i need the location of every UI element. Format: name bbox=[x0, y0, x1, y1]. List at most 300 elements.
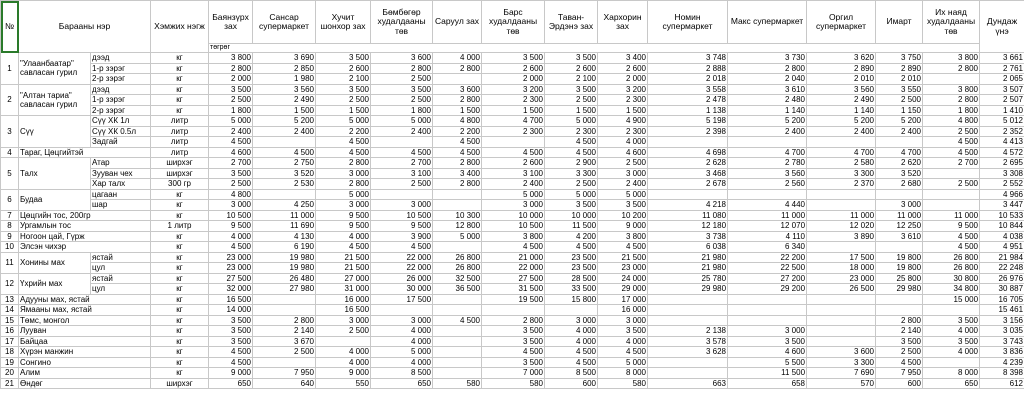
price-cell[interactable]: 26 800 bbox=[923, 252, 980, 263]
price-cell[interactable]: 7 950 bbox=[253, 368, 316, 379]
price-cell[interactable]: 2 370 bbox=[807, 179, 876, 190]
price-cell[interactable] bbox=[316, 336, 371, 347]
price-cell[interactable]: 2 800 bbox=[923, 95, 980, 106]
average-price-cell[interactable]: 4 966 bbox=[980, 189, 1024, 200]
price-cell[interactable] bbox=[728, 294, 807, 305]
price-cell[interactable]: 26 800 bbox=[923, 263, 980, 274]
price-cell[interactable]: 2 750 bbox=[253, 158, 316, 169]
unit-cell[interactable]: 1 литр bbox=[151, 221, 209, 232]
price-cell[interactable]: 3 500 bbox=[316, 84, 371, 95]
price-cell[interactable]: 4 218 bbox=[648, 200, 728, 211]
product-variant-cell[interactable]: цул bbox=[91, 284, 151, 295]
price-cell[interactable]: 31 000 bbox=[316, 284, 371, 295]
price-cell[interactable] bbox=[728, 189, 807, 200]
price-cell[interactable]: 5 000 bbox=[545, 116, 598, 127]
unit-cell[interactable]: кг bbox=[151, 273, 209, 284]
price-cell[interactable]: 3 000 bbox=[545, 315, 598, 326]
price-cell[interactable]: 19 980 bbox=[253, 252, 316, 263]
product-variant-cell[interactable]: Сүү ХК 1л bbox=[91, 116, 151, 127]
price-cell[interactable]: 4 500 bbox=[545, 242, 598, 253]
price-cell[interactable]: 22 000 bbox=[371, 263, 433, 274]
empty-cell[interactable] bbox=[433, 44, 482, 53]
price-cell[interactable]: 2 300 bbox=[598, 95, 648, 106]
average-price-cell[interactable]: 1 410 bbox=[980, 105, 1024, 116]
price-cell[interactable] bbox=[433, 305, 482, 316]
unit-cell[interactable]: кг bbox=[151, 53, 209, 64]
price-cell[interactable]: 4 500 bbox=[253, 147, 316, 158]
price-cell[interactable]: 27 000 bbox=[316, 273, 371, 284]
unit-cell[interactable]: кг bbox=[151, 95, 209, 106]
price-cell[interactable]: 3 500 bbox=[923, 336, 980, 347]
price-cell[interactable]: 3 500 bbox=[598, 326, 648, 337]
price-cell[interactable]: 3 560 bbox=[807, 84, 876, 95]
price-cell[interactable]: 1 980 bbox=[253, 74, 316, 85]
price-cell[interactable]: 3 610 bbox=[728, 84, 807, 95]
price-cell[interactable]: 1 140 bbox=[807, 105, 876, 116]
price-cell[interactable] bbox=[253, 305, 316, 316]
price-cell[interactable]: 11 000 bbox=[876, 210, 923, 221]
price-cell[interactable]: 2 800 bbox=[316, 158, 371, 169]
price-cell[interactable] bbox=[433, 368, 482, 379]
header-store[interactable]: Макс супермаркет bbox=[728, 1, 807, 44]
price-cell[interactable]: 5 000 bbox=[316, 116, 371, 127]
price-cell[interactable]: 3 000 bbox=[316, 315, 371, 326]
price-cell[interactable]: 9 000 bbox=[598, 221, 648, 232]
price-cell[interactable]: 4 500 bbox=[598, 242, 648, 253]
header-no[interactable]: № bbox=[1, 1, 19, 53]
price-cell[interactable]: 2 850 bbox=[253, 63, 316, 74]
unit-cell[interactable]: кг bbox=[151, 357, 209, 368]
price-cell[interactable]: 2 800 bbox=[923, 63, 980, 74]
price-cell[interactable] bbox=[648, 294, 728, 305]
price-cell[interactable]: 4 500 bbox=[545, 137, 598, 148]
price-cell[interactable]: 4 200 bbox=[545, 231, 598, 242]
price-cell[interactable]: 22 500 bbox=[728, 263, 807, 274]
price-cell[interactable]: 4 500 bbox=[209, 357, 253, 368]
product-name-cell[interactable]: Алим bbox=[19, 368, 151, 379]
price-cell[interactable]: 4 900 bbox=[598, 116, 648, 127]
price-cell[interactable]: 1 500 bbox=[316, 105, 371, 116]
price-cell[interactable]: 11 500 bbox=[545, 221, 598, 232]
price-cell[interactable] bbox=[648, 137, 728, 148]
price-cell[interactable] bbox=[482, 305, 545, 316]
price-cell[interactable]: 4 600 bbox=[209, 147, 253, 158]
price-cell[interactable]: 3 000 bbox=[728, 326, 807, 337]
price-cell[interactable]: 12 180 bbox=[648, 221, 728, 232]
price-cell[interactable]: 3 000 bbox=[371, 200, 433, 211]
price-cell[interactable]: 22 200 bbox=[728, 252, 807, 263]
price-cell[interactable] bbox=[433, 74, 482, 85]
price-cell[interactable] bbox=[923, 168, 980, 179]
average-price-cell[interactable]: 16 705 bbox=[980, 294, 1024, 305]
price-cell[interactable]: 2 400 bbox=[598, 179, 648, 190]
price-cell[interactable]: 658 bbox=[728, 378, 807, 389]
product-name-cell[interactable]: Ногоон цай, Гүрж bbox=[19, 231, 151, 242]
unit-cell[interactable]: литр bbox=[151, 116, 209, 127]
average-price-cell[interactable]: 4 038 bbox=[980, 231, 1024, 242]
price-cell[interactable] bbox=[433, 242, 482, 253]
product-name-cell[interactable]: "Улаанбаатар" савласан гурил bbox=[19, 53, 91, 85]
price-cell[interactable]: 2 888 bbox=[648, 63, 728, 74]
unit-cell[interactable]: кг bbox=[151, 294, 209, 305]
price-cell[interactable]: 3 628 bbox=[648, 347, 728, 358]
price-cell[interactable]: 10 500 bbox=[371, 210, 433, 221]
price-cell[interactable]: 4 500 bbox=[923, 147, 980, 158]
price-cell[interactable]: 7 690 bbox=[807, 368, 876, 379]
price-cell[interactable]: 4 500 bbox=[316, 242, 371, 253]
price-cell[interactable] bbox=[807, 326, 876, 337]
price-cell[interactable]: 4 110 bbox=[728, 231, 807, 242]
price-cell[interactable]: 4 000 bbox=[371, 357, 433, 368]
price-cell[interactable]: 16 500 bbox=[316, 305, 371, 316]
product-name-cell[interactable]: Төмс, монгол bbox=[19, 315, 151, 326]
price-cell[interactable]: 19 800 bbox=[876, 263, 923, 274]
price-cell[interactable]: 26 800 bbox=[433, 263, 482, 274]
average-price-cell[interactable]: 3 507 bbox=[980, 84, 1024, 95]
product-variant-cell[interactable]: 1-р зэрэг bbox=[91, 63, 151, 74]
price-cell[interactable] bbox=[876, 294, 923, 305]
product-variant-cell[interactable]: 2-р зэрэг bbox=[91, 105, 151, 116]
price-cell[interactable]: 2 500 bbox=[253, 347, 316, 358]
price-cell[interactable]: 7 950 bbox=[876, 368, 923, 379]
price-cell[interactable] bbox=[876, 137, 923, 148]
price-cell[interactable]: 33 500 bbox=[545, 284, 598, 295]
price-cell[interactable]: 2 400 bbox=[876, 126, 923, 137]
price-cell[interactable]: 2 500 bbox=[209, 95, 253, 106]
price-cell[interactable]: 2 100 bbox=[316, 74, 371, 85]
empty-cell[interactable] bbox=[648, 44, 728, 53]
average-price-cell[interactable]: 8 398 bbox=[980, 368, 1024, 379]
price-cell[interactable]: 4 130 bbox=[253, 231, 316, 242]
header-store[interactable]: Хучит шонхор зах bbox=[316, 1, 371, 44]
price-cell[interactable]: 11 000 bbox=[807, 210, 876, 221]
price-cell[interactable]: 5 000 bbox=[598, 357, 648, 368]
price-cell[interactable]: 5 000 bbox=[598, 189, 648, 200]
price-cell[interactable]: 1 800 bbox=[371, 105, 433, 116]
average-price-cell[interactable]: 4 951 bbox=[980, 242, 1024, 253]
price-cell[interactable] bbox=[728, 137, 807, 148]
row-number-cell[interactable]: 12 bbox=[1, 273, 19, 294]
product-variant-cell[interactable]: Хар талх bbox=[91, 179, 151, 190]
price-cell[interactable]: 36 500 bbox=[433, 284, 482, 295]
price-cell[interactable]: 2 200 bbox=[433, 126, 482, 137]
price-cell[interactable]: 29 000 bbox=[598, 284, 648, 295]
price-cell[interactable]: 4 500 bbox=[923, 137, 980, 148]
price-cell[interactable]: 3 600 bbox=[433, 84, 482, 95]
row-number-cell[interactable]: 7 bbox=[1, 210, 19, 221]
price-cell[interactable]: 21 500 bbox=[316, 263, 371, 274]
row-number-cell[interactable]: 10 bbox=[1, 242, 19, 253]
price-cell[interactable]: 650 bbox=[209, 378, 253, 389]
price-cell[interactable]: 25 800 bbox=[876, 273, 923, 284]
average-price-cell[interactable]: 2 695 bbox=[980, 158, 1024, 169]
price-cell[interactable] bbox=[648, 368, 728, 379]
average-price-cell[interactable]: 26 976 bbox=[980, 273, 1024, 284]
price-cell[interactable]: 22 000 bbox=[371, 252, 433, 263]
price-cell[interactable]: 5 200 bbox=[253, 116, 316, 127]
price-cell[interactable]: 23 000 bbox=[807, 273, 876, 284]
price-cell[interactable]: 2 890 bbox=[876, 63, 923, 74]
price-cell[interactable]: 5 000 bbox=[545, 189, 598, 200]
price-cell[interactable]: 3 500 bbox=[545, 200, 598, 211]
price-cell[interactable]: 10 000 bbox=[545, 210, 598, 221]
price-cell[interactable] bbox=[876, 242, 923, 253]
price-cell[interactable]: 2 500 bbox=[316, 95, 371, 106]
average-price-cell[interactable]: 15 461 bbox=[980, 305, 1024, 316]
price-cell[interactable]: 3 500 bbox=[482, 336, 545, 347]
price-cell[interactable] bbox=[253, 294, 316, 305]
price-cell[interactable] bbox=[433, 336, 482, 347]
header-store[interactable]: Номин супермаркет bbox=[648, 1, 728, 44]
price-cell[interactable]: 2 800 bbox=[433, 63, 482, 74]
currency-label[interactable]: төгрөг bbox=[209, 44, 253, 53]
price-cell[interactable]: 11 000 bbox=[728, 210, 807, 221]
product-variant-cell[interactable]: Зууван чех bbox=[91, 168, 151, 179]
price-cell[interactable]: 4 500 bbox=[482, 347, 545, 358]
product-name-cell[interactable]: Хонины мах bbox=[19, 252, 91, 273]
product-name-cell[interactable]: "Алтан тариа" савласан гурил bbox=[19, 84, 91, 116]
price-cell[interactable] bbox=[433, 294, 482, 305]
price-cell[interactable]: 12 020 bbox=[807, 221, 876, 232]
average-price-cell[interactable]: 22 248 bbox=[980, 263, 1024, 274]
price-cell[interactable]: 2 500 bbox=[209, 179, 253, 190]
price-cell[interactable]: 3 500 bbox=[209, 336, 253, 347]
average-price-cell[interactable]: 3 661 bbox=[980, 53, 1024, 64]
price-cell[interactable]: 4 500 bbox=[316, 137, 371, 148]
price-cell[interactable]: 580 bbox=[482, 378, 545, 389]
price-cell[interactable]: 2 800 bbox=[316, 179, 371, 190]
price-cell[interactable]: 570 bbox=[807, 378, 876, 389]
price-cell[interactable] bbox=[253, 137, 316, 148]
price-cell[interactable]: 9 000 bbox=[316, 368, 371, 379]
price-cell[interactable]: 21 500 bbox=[598, 252, 648, 263]
average-price-cell[interactable]: 2 552 bbox=[980, 179, 1024, 190]
price-cell[interactable]: 21 000 bbox=[482, 252, 545, 263]
price-cell[interactable]: 6 038 bbox=[648, 242, 728, 253]
unit-cell[interactable]: литр bbox=[151, 126, 209, 137]
header-store[interactable]: Баянзүрх зах bbox=[209, 1, 253, 44]
price-cell[interactable]: 1 150 bbox=[876, 105, 923, 116]
price-cell[interactable]: 4 500 bbox=[433, 147, 482, 158]
average-price-cell[interactable]: 3 156 bbox=[980, 315, 1024, 326]
price-cell[interactable]: 2 140 bbox=[253, 326, 316, 337]
price-cell[interactable]: 2 300 bbox=[482, 95, 545, 106]
price-cell[interactable]: 2 500 bbox=[876, 95, 923, 106]
price-cell[interactable]: 3 500 bbox=[209, 168, 253, 179]
row-number-cell[interactable]: 16 bbox=[1, 326, 19, 337]
unit-cell[interactable]: кг bbox=[151, 200, 209, 211]
price-cell[interactable]: 6 190 bbox=[253, 242, 316, 253]
price-cell[interactable]: 1 800 bbox=[923, 105, 980, 116]
price-cell[interactable]: 12 070 bbox=[728, 221, 807, 232]
price-cell[interactable]: 3 560 bbox=[728, 168, 807, 179]
unit-cell[interactable]: литр bbox=[151, 147, 209, 158]
price-cell[interactable] bbox=[807, 336, 876, 347]
price-cell[interactable]: 4 500 bbox=[371, 242, 433, 253]
price-cell[interactable]: 21 500 bbox=[316, 252, 371, 263]
unit-cell[interactable]: кг bbox=[151, 63, 209, 74]
product-variant-cell[interactable]: ястай bbox=[91, 252, 151, 263]
price-cell[interactable]: 32 500 bbox=[433, 273, 482, 284]
product-variant-cell[interactable]: Задгай bbox=[91, 137, 151, 148]
price-cell[interactable]: 4 500 bbox=[433, 315, 482, 326]
price-cell[interactable]: 4 700 bbox=[482, 116, 545, 127]
price-cell[interactable]: 8 500 bbox=[545, 368, 598, 379]
price-cell[interactable]: 3 800 bbox=[923, 84, 980, 95]
price-cell[interactable]: 9 000 bbox=[209, 368, 253, 379]
price-cell[interactable]: 14 000 bbox=[209, 305, 253, 316]
price-cell[interactable]: 3 890 bbox=[807, 231, 876, 242]
product-variant-cell[interactable]: ястай bbox=[91, 273, 151, 284]
price-cell[interactable]: 3 500 bbox=[316, 53, 371, 64]
price-cell[interactable]: 3 550 bbox=[876, 84, 923, 95]
price-cell[interactable]: 2 480 bbox=[728, 95, 807, 106]
row-number-cell[interactable]: 8 bbox=[1, 221, 19, 232]
price-cell[interactable]: 2 100 bbox=[545, 74, 598, 85]
price-cell[interactable]: 2 800 bbox=[482, 315, 545, 326]
product-name-cell[interactable]: Өндөг bbox=[19, 378, 151, 389]
unit-cell[interactable]: 300 гр bbox=[151, 179, 209, 190]
row-number-cell[interactable]: 3 bbox=[1, 116, 19, 148]
price-cell[interactable]: 3 500 bbox=[876, 336, 923, 347]
price-cell[interactable]: 11 500 bbox=[728, 368, 807, 379]
price-cell[interactable]: 4 700 bbox=[807, 147, 876, 158]
price-cell[interactable] bbox=[648, 315, 728, 326]
unit-cell[interactable]: ширхэг bbox=[151, 168, 209, 179]
price-cell[interactable]: 5 000 bbox=[433, 231, 482, 242]
unit-cell[interactable]: кг bbox=[151, 368, 209, 379]
price-cell[interactable]: 2 500 bbox=[371, 179, 433, 190]
price-cell[interactable]: 4 800 bbox=[209, 189, 253, 200]
product-name-cell[interactable]: Сонгино bbox=[19, 357, 151, 368]
price-cell[interactable]: 23 500 bbox=[545, 252, 598, 263]
price-cell[interactable]: 3 730 bbox=[728, 53, 807, 64]
price-cell[interactable]: 4 000 bbox=[371, 336, 433, 347]
price-cell[interactable]: 21 980 bbox=[648, 252, 728, 263]
price-cell[interactable]: 4 698 bbox=[648, 147, 728, 158]
average-price-cell[interactable]: 2 761 bbox=[980, 63, 1024, 74]
product-variant-cell[interactable]: 1-р зэрэг bbox=[91, 95, 151, 106]
price-cell[interactable]: 24 000 bbox=[598, 273, 648, 284]
average-price-cell[interactable]: 3 447 bbox=[980, 200, 1024, 211]
price-cell[interactable]: 580 bbox=[433, 378, 482, 389]
product-variant-cell[interactable]: цул bbox=[91, 263, 151, 274]
unit-cell[interactable]: кг bbox=[151, 231, 209, 242]
unit-cell[interactable]: кг bbox=[151, 326, 209, 337]
price-cell[interactable]: 6 340 bbox=[728, 242, 807, 253]
header-store[interactable]: Саруул зах bbox=[433, 1, 482, 44]
unit-cell[interactable]: кг bbox=[151, 74, 209, 85]
price-cell[interactable]: 3 100 bbox=[482, 168, 545, 179]
product-variant-cell[interactable]: Атар bbox=[91, 158, 151, 169]
row-number-cell[interactable]: 19 bbox=[1, 357, 19, 368]
price-cell[interactable]: 3 400 bbox=[433, 168, 482, 179]
price-cell[interactable] bbox=[923, 189, 980, 200]
price-cell[interactable] bbox=[648, 357, 728, 368]
price-cell[interactable]: 2 010 bbox=[807, 74, 876, 85]
price-cell[interactable]: 2 500 bbox=[923, 179, 980, 190]
price-cell[interactable]: 4 500 bbox=[482, 242, 545, 253]
average-price-cell[interactable]: 5 012 bbox=[980, 116, 1024, 127]
row-number-cell[interactable]: 15 bbox=[1, 315, 19, 326]
unit-cell[interactable]: кг bbox=[151, 284, 209, 295]
header-store[interactable]: Таван-Эрдэнэ зах bbox=[545, 1, 598, 44]
price-cell[interactable]: 2 500 bbox=[598, 158, 648, 169]
price-cell[interactable]: 19 800 bbox=[876, 252, 923, 263]
price-cell[interactable]: 3 000 bbox=[371, 315, 433, 326]
price-cell[interactable]: 2 138 bbox=[648, 326, 728, 337]
price-cell[interactable]: 4 000 bbox=[209, 231, 253, 242]
row-number-cell[interactable]: 9 bbox=[1, 231, 19, 242]
price-cell[interactable]: 5 000 bbox=[316, 189, 371, 200]
price-cell[interactable]: 2 780 bbox=[728, 158, 807, 169]
price-cell[interactable]: 2 680 bbox=[876, 179, 923, 190]
price-cell[interactable]: 3 560 bbox=[253, 84, 316, 95]
price-cell[interactable] bbox=[433, 347, 482, 358]
price-cell[interactable]: 29 200 bbox=[728, 284, 807, 295]
price-cell[interactable]: 32 000 bbox=[209, 284, 253, 295]
price-cell[interactable]: 4 500 bbox=[371, 147, 433, 158]
price-cell[interactable]: 25 780 bbox=[648, 273, 728, 284]
price-cell[interactable] bbox=[807, 294, 876, 305]
price-cell[interactable]: 3 800 bbox=[209, 53, 253, 64]
price-cell[interactable] bbox=[371, 137, 433, 148]
price-cell[interactable]: 4 500 bbox=[545, 147, 598, 158]
price-cell[interactable]: 5 000 bbox=[209, 116, 253, 127]
price-cell[interactable]: 3 738 bbox=[648, 231, 728, 242]
price-cell[interactable]: 4 500 bbox=[545, 357, 598, 368]
price-cell[interactable] bbox=[371, 189, 433, 200]
price-cell[interactable]: 1 500 bbox=[433, 105, 482, 116]
price-cell[interactable]: 3 000 bbox=[316, 200, 371, 211]
empty-cell[interactable] bbox=[482, 44, 545, 53]
price-cell[interactable]: 26 480 bbox=[253, 273, 316, 284]
row-number-cell[interactable]: 1 bbox=[1, 53, 19, 85]
product-name-cell[interactable]: Лууван bbox=[19, 326, 151, 337]
price-cell[interactable]: 2 200 bbox=[316, 126, 371, 137]
header-store[interactable]: Оргил супермаркет bbox=[807, 1, 876, 44]
price-cell[interactable]: 2 400 bbox=[807, 126, 876, 137]
price-cell[interactable]: 4 000 bbox=[545, 326, 598, 337]
price-cell[interactable] bbox=[876, 305, 923, 316]
average-price-cell[interactable]: 4 239 bbox=[980, 357, 1024, 368]
price-cell[interactable]: 4 500 bbox=[209, 242, 253, 253]
price-cell[interactable]: 663 bbox=[648, 378, 728, 389]
empty-cell[interactable] bbox=[316, 44, 371, 53]
price-cell[interactable]: 2 628 bbox=[648, 158, 728, 169]
product-name-cell[interactable]: Хүрэн манжин bbox=[19, 347, 151, 358]
price-cell[interactable]: 27 200 bbox=[728, 273, 807, 284]
product-name-cell[interactable]: Сүү bbox=[19, 116, 91, 148]
price-cell[interactable]: 4 000 bbox=[923, 347, 980, 358]
price-cell[interactable]: 3 000 bbox=[209, 200, 253, 211]
price-cell[interactable]: 4 800 bbox=[433, 116, 482, 127]
price-cell[interactable]: 2 500 bbox=[876, 347, 923, 358]
price-cell[interactable]: 5 000 bbox=[482, 189, 545, 200]
price-cell[interactable]: 3 558 bbox=[648, 84, 728, 95]
price-cell[interactable]: 2 478 bbox=[648, 95, 728, 106]
price-cell[interactable] bbox=[807, 200, 876, 211]
price-cell[interactable]: 2 890 bbox=[807, 63, 876, 74]
price-cell[interactable]: 26 000 bbox=[371, 273, 433, 284]
empty-cell[interactable] bbox=[807, 44, 876, 53]
price-cell[interactable]: 19 500 bbox=[482, 294, 545, 305]
price-cell[interactable]: 2 400 bbox=[371, 126, 433, 137]
price-cell[interactable]: 9 500 bbox=[209, 221, 253, 232]
price-cell[interactable]: 8 000 bbox=[923, 368, 980, 379]
product-name-cell[interactable]: Үхрийн мах bbox=[19, 273, 91, 294]
price-cell[interactable]: 2 500 bbox=[316, 326, 371, 337]
